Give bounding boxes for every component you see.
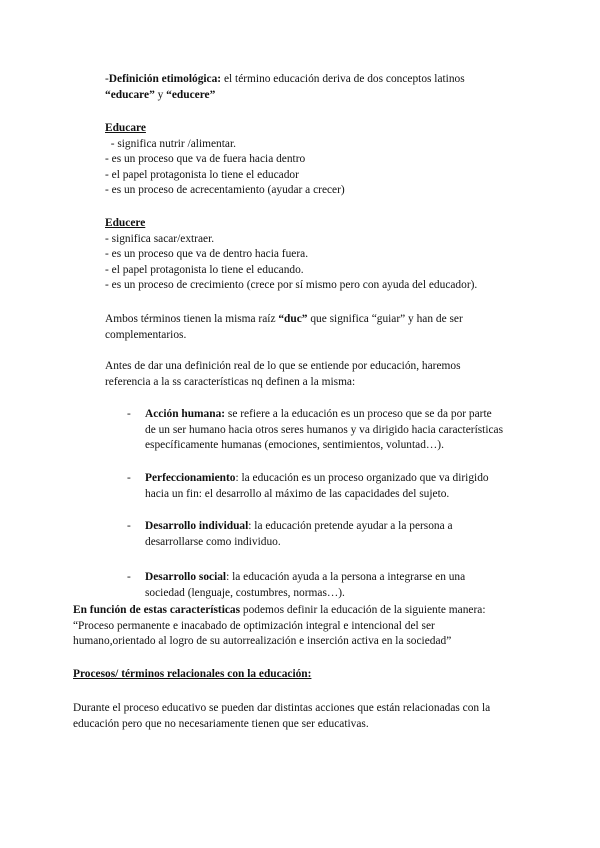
characteristic-line: de un ser humano hacia otros seres humanos y va dirigido hacia características [145,423,504,436]
term-educare: “educare” [105,88,155,101]
root-line-2: complementarios. [105,328,187,341]
educare-item: - es un proceso de acrecentamiento (ayudar a crecer) [105,184,345,197]
characteristic-item [127,570,537,601]
educere-heading-text: Educere [105,217,146,229]
list-dash: - [127,472,131,484]
processes-heading [73,667,533,683]
intro-line-1: Antes de dar una definición real de lo que se entiende por educación, haremos [105,360,461,372]
characteristic-text: : la educación ayuda a la persona a integrarse en una [226,571,466,583]
characteristic-line: específicamente humanas (emociones, sentimientos, voluntad…). [145,439,444,452]
characteristic-item [127,407,537,454]
characteristic-term: Perfeccionamiento [145,472,236,484]
educare-item: - es un proceso que va de fuera hacia dentro [105,153,306,166]
root-line-1 [105,312,535,328]
educare-heading-text: Educare [105,122,146,134]
characteristic-text: : la educación pretende ayudar a la persona a [248,520,453,532]
characteristic-item [127,471,537,502]
characteristic-line [145,471,537,487]
definition-text: podemos definir la educación de la siguiente manera: [240,604,486,616]
processes-paragraph [73,701,533,732]
educare-item: - el papel protagonista lo tiene el educador [105,168,299,181]
educere-item: - es un proceso que va de dentro hacia fuera. [105,248,309,261]
root-word: “duc” [278,313,308,325]
educere-section [105,216,535,294]
characteristic-term: Desarrollo social [145,571,227,583]
characteristic-line [145,519,537,535]
term-educere: “educere” [166,88,216,101]
definition-paragraph [73,603,533,650]
educare-item: - significa nutrir /alimentar. [105,137,236,150]
intro-line-2: referencia a la ss características nq definen a la misma: [105,375,356,388]
characteristic-term: Acción humana: [145,408,226,420]
list-dash: - [127,520,131,532]
characteristic-line: sociedad (lenguaje, costumbres, normas…). [145,586,345,599]
definition-line-1 [73,603,533,619]
educere-item: - es un proceso de crecimiento (crece por sí mismo pero con ayuda del educador). [105,279,478,292]
educare-section [105,121,535,199]
etymology-text: el término educación deriva de dos conceptos latinos [221,73,465,85]
educere-heading [105,216,535,232]
characteristics-list [127,570,537,601]
characteristics-list [127,471,537,502]
characteristic-text: se refiere a la educación es un proceso que se da por parte [225,408,492,420]
intro-paragraph [105,359,535,390]
definition-line-3: humano,orientado al logro de su autorrealización e inserción activa en la sociedad” [73,635,452,648]
list-dash: - [127,571,131,583]
educere-item: - significa sacar/extraer. [105,232,215,245]
characteristic-text: : la educación es un proceso organizado que va dirigido [235,472,489,484]
root-paragraph [105,312,535,343]
characteristics-list [127,407,537,454]
processes-heading-text: Procesos/ términos relacionales con la educación: [73,668,312,680]
processes-line-1: Durante el proceso educativo se pueden dar distintas acciones que están relacionadas con la [73,702,491,714]
characteristic-line [145,407,537,423]
characteristic-line [145,570,537,586]
characteristic-item [127,519,537,550]
list-dash: - [127,408,131,420]
characteristic-term: Desarrollo individual [145,520,249,532]
definition-bold: En función de estas características [73,604,241,616]
etymology-line-1 [105,72,535,88]
educare-heading [105,121,535,137]
characteristics-list [127,519,537,550]
characteristic-line: desarrollarse como individuo. [145,535,281,548]
definition-line-2: “Proceso permanente e inacabado de optimización integral e intencional del ser [73,619,435,632]
etymology-joiner: y [154,88,167,101]
characteristic-line: hacia un fin: el desarrollo al máximo de las capacidades del sujeto. [145,487,450,500]
etymology-paragraph [105,72,535,103]
etymology-label: Definición etimológica: [108,73,222,85]
educere-item: - el papel protagonista lo tiene el educando. [105,263,304,276]
root-post: que significa “guiar” y han de ser [307,313,463,325]
etymology-line-2 [105,88,535,104]
etymology-prefix: - [105,73,109,85]
root-pre: Ambos términos tienen la misma raíz [105,313,279,325]
processes-line-2: educación pero que no necesariamente tienen que ser educativas. [73,717,369,730]
